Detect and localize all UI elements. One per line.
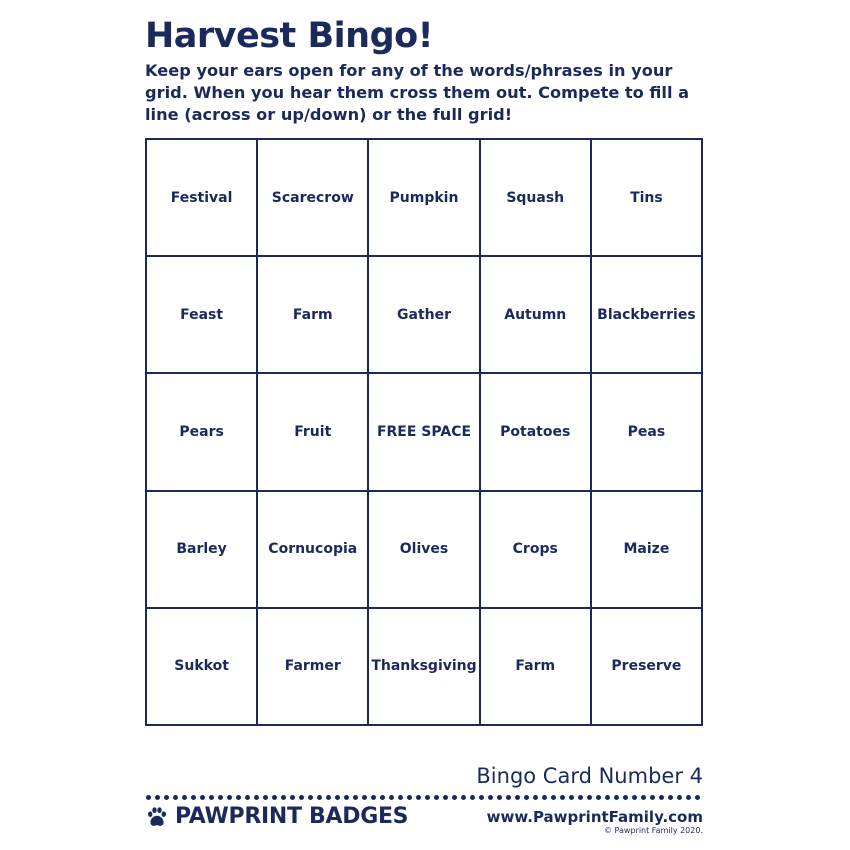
divider-dot xyxy=(191,795,196,800)
bingo-cell-feast[interactable]: Feast xyxy=(147,257,258,374)
bingo-cell-farm[interactable]: Farm xyxy=(258,257,369,374)
divider-dot xyxy=(650,795,655,800)
website-link[interactable]: www.PawprintFamily.com xyxy=(486,808,703,826)
divider-dot xyxy=(326,795,331,800)
divider-dot xyxy=(443,795,448,800)
bingo-cell-squash[interactable]: Squash xyxy=(481,140,592,257)
divider-dot xyxy=(416,795,421,800)
divider-dot xyxy=(470,795,475,800)
divider-dot xyxy=(353,795,358,800)
bingo-cell-pears[interactable]: Pears xyxy=(147,374,258,491)
divider-dot xyxy=(551,795,556,800)
divider-dot xyxy=(344,795,349,800)
copyright-text: © Pawprint Family 2020. xyxy=(604,826,703,835)
divider-dot xyxy=(479,795,484,800)
divider-dot xyxy=(164,795,169,800)
bingo-cell-pumpkin[interactable]: Pumpkin xyxy=(369,140,480,257)
divider-dot xyxy=(173,795,178,800)
divider-dot xyxy=(587,795,592,800)
divider-dot xyxy=(677,795,682,800)
divider-dot xyxy=(542,795,547,800)
bingo-cell-farm-2[interactable]: Farm xyxy=(481,609,592,726)
divider-dot xyxy=(578,795,583,800)
divider-dot xyxy=(560,795,565,800)
divider-dot xyxy=(227,795,232,800)
divider-dot xyxy=(461,795,466,800)
divider-dot xyxy=(596,795,601,800)
divider-dot xyxy=(146,795,151,800)
brand-name: PAWPRINT BADGES xyxy=(175,804,409,829)
divider-dot xyxy=(209,795,214,800)
divider-dot xyxy=(695,795,700,800)
divider-dot xyxy=(425,795,430,800)
divider-dot xyxy=(182,795,187,800)
page-title: Harvest Bingo! xyxy=(145,16,434,56)
divider-dot xyxy=(362,795,367,800)
bingo-cell-gather[interactable]: Gather xyxy=(369,257,480,374)
divider-dot xyxy=(389,795,394,800)
bingo-cell-preserve[interactable]: Preserve xyxy=(592,609,703,726)
divider-dot xyxy=(686,795,691,800)
divider-dot xyxy=(317,795,322,800)
bingo-cell-crops[interactable]: Crops xyxy=(481,492,592,609)
divider-dot xyxy=(515,795,520,800)
divider-dot xyxy=(218,795,223,800)
divider-dot xyxy=(380,795,385,800)
divider-dot xyxy=(245,795,250,800)
bingo-cell-festival[interactable]: Festival xyxy=(147,140,258,257)
divider-dot xyxy=(641,795,646,800)
divider-dot xyxy=(659,795,664,800)
divider-dot xyxy=(452,795,457,800)
bingo-cell-olives[interactable]: Olives xyxy=(369,492,480,609)
bingo-cell-maize[interactable]: Maize xyxy=(592,492,703,609)
divider-dot xyxy=(434,795,439,800)
divider-dot xyxy=(200,795,205,800)
bingo-cell-barley[interactable]: Barley xyxy=(147,492,258,609)
bingo-cell-autumn[interactable]: Autumn xyxy=(481,257,592,374)
divider-dot xyxy=(155,795,160,800)
bingo-cell-tins[interactable]: Tins xyxy=(592,140,703,257)
divider-dot xyxy=(623,795,628,800)
divider-dot xyxy=(335,795,340,800)
divider-dot xyxy=(497,795,502,800)
divider-dot xyxy=(308,795,313,800)
divider-dot xyxy=(668,795,673,800)
bingo-cell-fruit[interactable]: Fruit xyxy=(258,374,369,491)
bingo-cell-peas[interactable]: Peas xyxy=(592,374,703,491)
divider-dot xyxy=(299,795,304,800)
bingo-cell-blackberries[interactable]: Blackberries xyxy=(592,257,703,374)
divider-dot xyxy=(488,795,493,800)
instructions-text: Keep your ears open for any of the words/phrases in your grid. When you hear them cross them out. Compete to fill a line (across or up/down) or the full grid! xyxy=(145,61,690,124)
bingo-cell-scarecrow[interactable]: Scarecrow xyxy=(258,140,369,257)
divider-dot xyxy=(605,795,610,800)
divider-dot xyxy=(398,795,403,800)
divider-dot xyxy=(236,795,241,800)
divider-dot xyxy=(632,795,637,800)
dotted-divider xyxy=(146,795,704,803)
bingo-cell-potatoes[interactable]: Potatoes xyxy=(481,374,592,491)
divider-dot xyxy=(506,795,511,800)
divider-dot xyxy=(533,795,538,800)
divider-dot xyxy=(569,795,574,800)
divider-dot xyxy=(281,795,286,800)
bingo-cell-cornucopia[interactable]: Cornucopia xyxy=(258,492,369,609)
bingo-cell-farmer[interactable]: Farmer xyxy=(258,609,369,726)
divider-dot xyxy=(272,795,277,800)
divider-dot xyxy=(524,795,529,800)
divider-dot xyxy=(407,795,412,800)
divider-dot xyxy=(290,795,295,800)
bingo-cell-thanksgiving[interactable]: Thanksgiving xyxy=(369,609,480,726)
divider-dot xyxy=(371,795,376,800)
divider-dot xyxy=(254,795,259,800)
paw-icon xyxy=(145,805,169,829)
divider-dot xyxy=(263,795,268,800)
bingo-grid xyxy=(145,138,703,726)
bingo-cell-free-space[interactable]: FREE SPACE xyxy=(369,374,480,491)
bingo-card-number: Bingo Card Number 4 xyxy=(476,764,703,788)
brand-logo xyxy=(145,804,408,830)
divider-dot xyxy=(614,795,619,800)
bingo-cell-sukkot[interactable]: Sukkot xyxy=(147,609,258,726)
